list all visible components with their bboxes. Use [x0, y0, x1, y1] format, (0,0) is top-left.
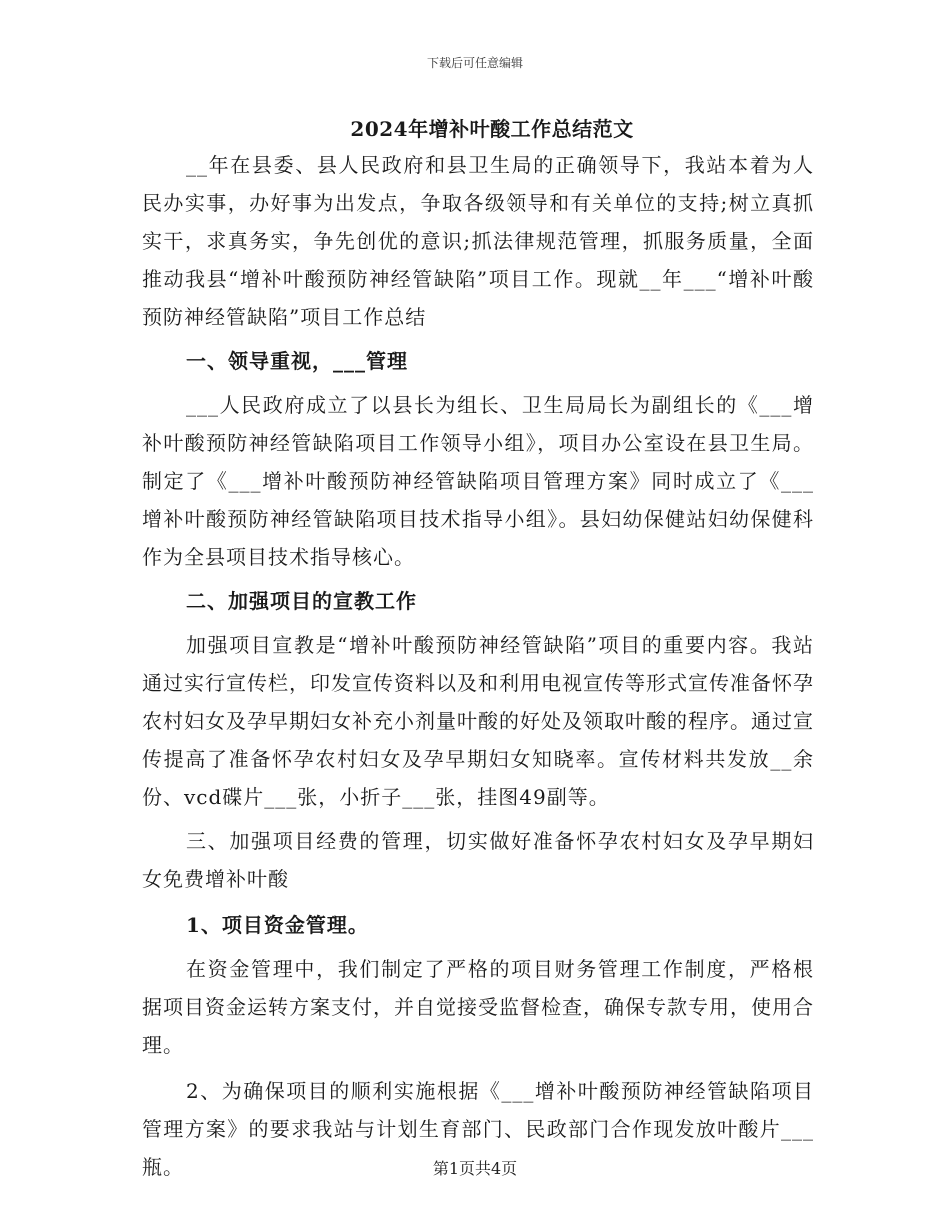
- paragraph-subsection-3-2: 2、为确保项目的顺利实施根据《___增补叶酸预防神经管缺陷项目管理方案》的要求我站与计划生育部门、民政部门合作现发放叶酸片___瓶。: [142, 1079, 814, 1179]
- document-body: [142, 112, 814, 1186]
- paragraph-subsection-3-1: 在资金管理中，我们制定了严格的项目财务管理工作制度，严格根据项目资金运转方案支付，并自觉接受监督检查，确保专款专用，使用合理。: [142, 957, 814, 1057]
- paragraph-section-3: 三、加强项目经费的管理，切实做好准备怀孕农村妇女及孕早期妇女免费增补叶酸: [142, 829, 814, 891]
- section-heading-1: 一、领导重视，___管理: [186, 349, 408, 373]
- document-title: 2024年增补叶酸工作总结范文: [350, 117, 634, 141]
- page-indicator: 第1页共4页: [432, 1159, 518, 1178]
- paragraph-section-2: 加强项目宣教是“增补叶酸预防神经管缺陷”项目的重要内容。我站通过实行宣传栏，印发宣传资料以及和利用电视宣传等形式宣传准备怀孕农村妇女及孕早期妇女补充小剂量叶酸的好处及领取叶酸的程序。通过宣传提高了准备怀孕农村妇女及孕早期妇女知晓率。宣传材料共发放__余份、vcd碟片___张，小折子___张，挂图49副等。: [142, 633, 814, 809]
- section-heading-2: 二、加强项目的宣教工作: [186, 589, 417, 613]
- paragraph-section-1: ___人民政府成立了以县长为组长、卫生局局长为副组长的《___增补叶酸预防神经管缺陷项目工作领导小组》，项目办公室设在县卫生局。制定了《___增补叶酸预防神经管缺陷项目管理方案》同时成立了《___增补叶酸预防神经管缺陷项目技术指导小组》。县妇幼保健站妇幼保健科作为全县项目技术指导核心。: [142, 393, 814, 569]
- paragraph-intro: __年在县委、县人民政府和县卫生局的正确领导下，我站本着为人民办实事，办好事为出发点，争取各级领导和有关单位的支持;树立真抓实干，求真务实，争先创优的意识;抓法律规范管理，抓服务质量，全面推动我县“增补叶酸预防神经管缺陷”项目工作。现就__年___“增补叶酸预防神经管缺陷”项目工作总结: [142, 153, 814, 329]
- subsection-heading-3-1: 1、项目资金管理。: [186, 913, 369, 937]
- header-note: 下载后可任意编辑: [426, 56, 523, 70]
